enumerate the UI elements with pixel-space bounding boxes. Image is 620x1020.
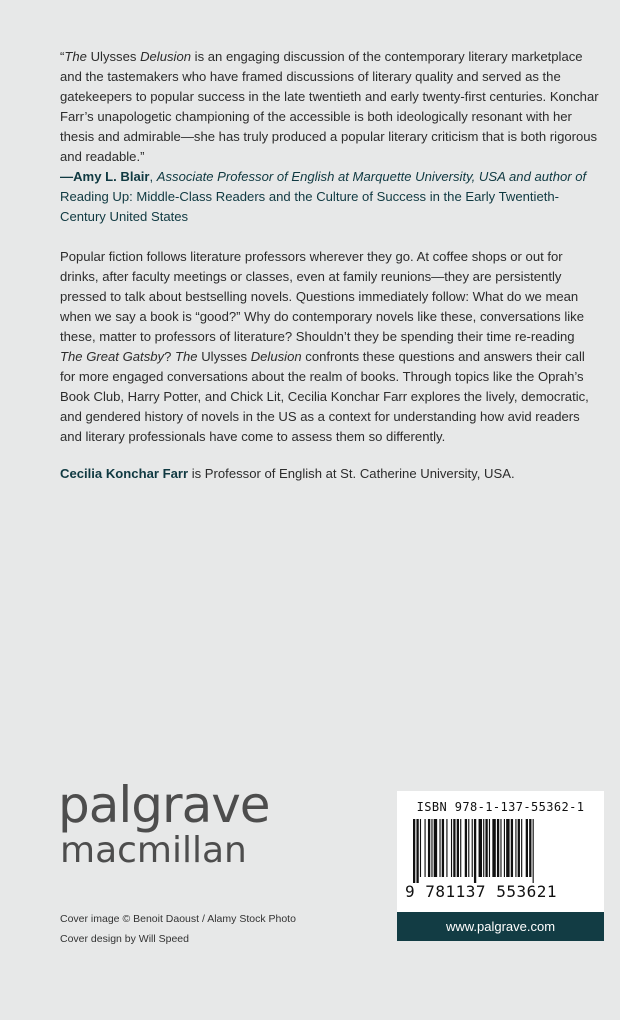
barcode-bar [425, 819, 426, 877]
endorsement-quote: “The Ulysses Delusion is an engaging discussion of the contemporary literary marketplace and the tastemakers who have framed discussions of literary quality and served as the gatekeepers to popular success in the late twentieth and early twenty-first centuries. Konchar Farr’s unapologetic championing of the accessible is both ideologically resonant with her thesis and admirable—she has truly produced a popular literary criticism that is both rigorous and readable.” [60, 49, 599, 164]
book-description: Popular fiction follows literature professors wherever they go. At coffee shops or out for drinks, after faculty meetings or classes, even at family reunions—they are persistently pressed to talk about bestselling novels. Questions immediately follow: What do we mean when we say a book is “good?” Why do contemporary novels like these, conversations like these, matter to professors of literature? Shouldn’t they be spending their time re-reading The Great Gatsby? The Ulysses Delusion confronts these questions and answers their call for more engaged conversations about the realm of books. Through topics like the Oprah’s Book Club, Harry Potter, and Chick Lit, Cecilia Konchar Farr explores the lively, democratic, and gendered history of novels in the US as a context for understanding how avid readers and literary professionals have come to assess them so differently. [60, 249, 589, 444]
gatsby-title: The Great Gatsby [60, 349, 165, 364]
barcode-bar [446, 819, 447, 877]
barcode-bar [451, 819, 452, 877]
barcode-bar [485, 819, 487, 877]
barcode-bar [529, 819, 531, 877]
endorser-book-title: Reading Up: Middle-Class Readers and the Culture of Success in the Early Twentieth-Century United States [60, 189, 560, 224]
barcode-bar [413, 819, 415, 883]
publisher-website[interactable]: www.palgrave.com [397, 912, 604, 941]
barcode-icon [409, 819, 592, 883]
endorsement-attribution: —Amy L. Blair, Associate Professor of English at Marquette University, USA and author of Reading Up: Middle-Class Readers and the Culture of Success in the Early Twentieth-Century United States [60, 169, 587, 224]
isbn-label: ISBN 978-1-137-55362-1 [416, 800, 585, 814]
barcode-bar [442, 819, 444, 877]
endorser-name: —Amy L. Blair [60, 169, 150, 184]
barcode-bar [465, 819, 467, 877]
barcode-bar [472, 819, 473, 877]
barcode-bar [511, 819, 513, 877]
barcode-bar [526, 819, 528, 877]
barcode-bar [468, 819, 469, 877]
barcode-bar [434, 819, 437, 877]
barcode-bar [479, 819, 482, 877]
barcode-bar [497, 819, 499, 877]
barcode-bar [500, 819, 501, 877]
barcode-bar [453, 819, 455, 877]
barcode-bar [518, 819, 520, 877]
barcode-bar [515, 819, 516, 877]
barcode-bar [492, 819, 495, 877]
cover-copy [60, 47, 600, 484]
cover-credits [60, 909, 296, 949]
barcode-bar [457, 819, 459, 877]
author-name: Cecilia Konchar Farr [60, 466, 189, 481]
cover-design-credit: Cover design by Will Speed [60, 933, 189, 945]
barcode-bar [420, 819, 421, 877]
barcode-bar [483, 819, 484, 877]
cover-image-credit: Cover image © Benoit Daoust / Alamy Stock Photo [60, 913, 296, 925]
barcode-bar [460, 819, 461, 877]
isbn-barcode-box [397, 791, 604, 912]
barcode-bar [489, 819, 490, 877]
barcode-bar [533, 819, 534, 883]
barcode-bar [521, 819, 522, 877]
barcode-bar [506, 819, 509, 877]
barcode-bar [439, 819, 440, 877]
author-bio [60, 464, 600, 484]
endorsement-text: is an engaging discussion of the contemporary literary marketplace and the tastemakers who have framed discussions of literary quality and served as the gatekeepers to popular success in the late twentieth and early twenty-first centuries. Konchar Farr’s unapologetic championing of the accessible is both ideologically resonant with her thesis and admirable—she has truly produced a popular literary criticism that is both rigorous and readable.” [60, 49, 599, 164]
endorsement-title-the: The [64, 49, 87, 64]
author-bio-text: is Professor of English at St. Catherine University, USA. [188, 466, 515, 481]
endorsement-title-delusion: Delusion [140, 49, 192, 64]
barcode-bar [416, 819, 418, 883]
logo-line-macmillan: macmillan [60, 830, 247, 871]
barcode-number: 9 781137 553621 [405, 882, 557, 901]
endorser-affiliation: Associate Professor of English at Marquette University, USA and author of [156, 169, 587, 184]
barcode-bar [431, 819, 432, 877]
barcode-bar [474, 819, 476, 883]
logo-line-palgrave: palgrave [58, 776, 270, 834]
endorsement-title-ulysses: Ulysses [86, 49, 141, 64]
barcode-bar [504, 819, 505, 877]
barcode-bar [428, 819, 430, 877]
